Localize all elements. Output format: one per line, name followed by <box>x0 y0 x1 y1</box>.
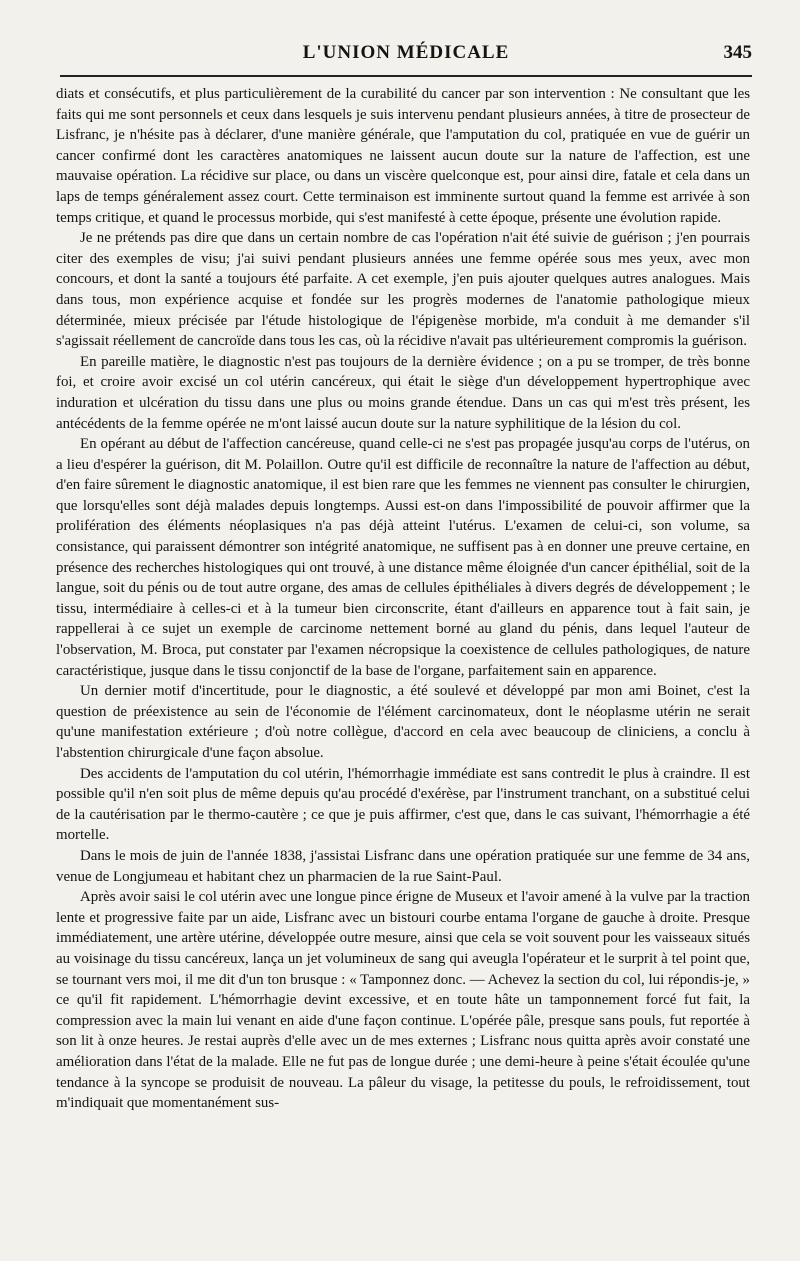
paragraph: Je ne prétends pas dire que dans un certain nombre de cas l'opération n'ait été suivie de guérison ; j'en pourrais citer des exemples de visu; j'ai suivi pendant plusieurs années une femme opérée sous mes yeux, avec mon concours, et dont la santé a toujours été parfaite. A cet exemple, j'en puis ajouter quelques autres analogues. Mais dans tous, mon expérience acquise et fondée sur les progrès modernes de l'anatomie pathologique mieux déterminée, mieux précisée par l'étude histologique de l'épigenèse morbide, m'a conduit à me demander s'il s'agissait réellement de cancroïde dans tous les cas, où la récidive n'avait pas ultérieurement compromis la guérison. <box>56 230 750 350</box>
paragraph: En pareille matière, le diagnostic n'est pas toujours de la dernière évidence ; on a pu se tromper, de très bonne foi, et croire avoir excisé un col utérin cancéreux, qui était le siège d'un développement hypertrophique avec induration et ulcération du tissu dans une plus ou moins grande étendue. Dans un cas qui m'est très présent, les antécédents de la femme opérée ne m'ont laissé aucun doute sur la nature syphilitique de la lésion du col. <box>56 353 750 432</box>
paragraph: Un dernier motif d'incertitude, pour le diagnostic, a été soulevé et développé par mon ami Boinet, c'est la question de préexistence au sein de l'économie de l'élément carcinomateux, dont le néoplasme utérin ne serait qu'une manifestation extérieure ; d'où notre collègue, d'accord en cela avec beaucoup de cliniciens, a conclu à l'abstention chirurgicale d'une façon absolue. <box>56 683 750 761</box>
page-header <box>60 38 752 72</box>
paragraph: En opérant au début de l'affection cancéreuse, quand celle-ci ne s'est pas propagée jusqu'au corps de l'utérus, on a lieu d'espérer la guérison, dit M. Polaillon. Outre qu'il est difficile de reconnaître la nature de l'affection au début, d'en faire sûrement le diagnostic anatomique, il est bien rare que les femmes ne viennent pas consulter le chirurgien, que lorsqu'elles sont déjà malades depuis longtemps. Aussi est-on dans l'impossibilité de pouvoir affirmer que la prolifération des éléments néoplasiques n'a pas déjà atteint l'utérus. L'examen de celui-ci, son volume, sa consistance, qui paraissent démontrer son intégrité anatomique, ne suffisent pas à en donner une preuve certaine, en présence des recherches histologiques qui ont trouvé, à une distance même éloignée d'un cancer épithélial, soit de la langue, soit du pénis ou de tout autre organe, des amas de cellules épithéliales à divers degrés de développement ; le tissu, intermédiaire à celles-ci et à la tumeur bien circonscrite, étant d'ailleurs en apparence tout à fait sain, je rappellerai à ce sujet un exemple de carcinome nettement borné au gland du pénis, dans lequel l'auteur de l'observation, M. Broca, put constater par l'examen nécropsique la coexistence de cellules pathologiques, de nature caractéristique, jusque dans le tissu conjonctif de la base de l'organe, parfaitement sain en apparence. <box>56 436 750 679</box>
header-rule <box>60 75 752 77</box>
page-number: 345 <box>723 42 752 63</box>
paragraph: Des accidents de l'amputation du col utérin, l'hémorrhagie immédiate est sans contredit le plus à craindre. Il est possible qu'il n'en soit plus de même depuis qu'au procédé d'exérèse, par l'instrument tranchant, on a substitué celui de la cautérisation par le thermo-cautère ; ce que je puis affirmer, c'est que, dans le cas suivant, l'hémorrhagie a été mortelle. <box>56 765 750 844</box>
running-title: L'UNION MÉDICALE <box>302 42 510 63</box>
paragraph: Dans le mois de juin de l'année 1838, j'assistai Lisfranc dans une opération pratiquée sur une femme de 34 ans, venue de Longjumeau et habitant chez un pharmacien de la rue Saint-Paul. <box>56 847 750 885</box>
paragraph: diats et consécutifs, et plus particulièrement de la curabilité du cancer par son intervention : Ne consultant que les faits qui me sont personnels et ceux dans lesquels je suis intervenu pendant plusieurs années, à titre de prosecteur de Lisfranc, je n'hésite pas à déclarer, d'une manière générale, que l'amputation du col, pratiquée en vue de guérir un cancer confirmé dont les caractères anatomiques ne laissent aucun doute sur la nature de l'affection, est une mauvaise opération. La récidive sur place, ou dans un viscère quelconque est, pour ainsi dire, fatale et cela dans un laps de temps généralement assez court. Cette terminaison est imminente surtout quand la femme est arrivée à son temps critique, et quand le processus morbide, qui s'est manifesté à cette époque, présente une évolution rapide. <box>56 86 750 226</box>
body-text <box>56 84 750 1241</box>
paragraph: Après avoir saisi le col utérin avec une longue pince érigne de Museux et l'avoir amené à la vulve par la traction lente et progressive faite par un aide, Lisfranc avec un bistouri courbe entama l'organe de gauche à droite. Presque immédiatement, une artère utérine, développée outre mesure, ainsi que cela se voit souvent pour les vaisseaux situés au voisinage du tissu cancéreux, lança un jet volumineux de sang qui aveugla l'opérateur et le surprit à tel point que, se tournant vers moi, il me dit d'un ton brusque : « Tamponnez donc. — Achevez la section du col, lui répondis-je, » ce qu'il fit rapidement. L'hémorrhagie devint excessive, et en toute hâte un tamponnement forcé fut fait, la compression avec la main lui venant en aide d'une façon continue. L'opérée pâle, presque sans pouls, fut reportée à son lit à onze heures. Je restai auprès d'elle avec un de mes externes ; Lisfranc nous quitta après avoir constaté une amélioration dans l'état de la malade. Elle ne fut pas de longue durée ; une demi-heure à peine s'était écoulée qu'une tendance à la syncope se produisit de nouveau. La pâleur du visage, la petitesse du pouls, le refroidissement, tout m'indiquait que momentanément sus- <box>56 889 750 1112</box>
